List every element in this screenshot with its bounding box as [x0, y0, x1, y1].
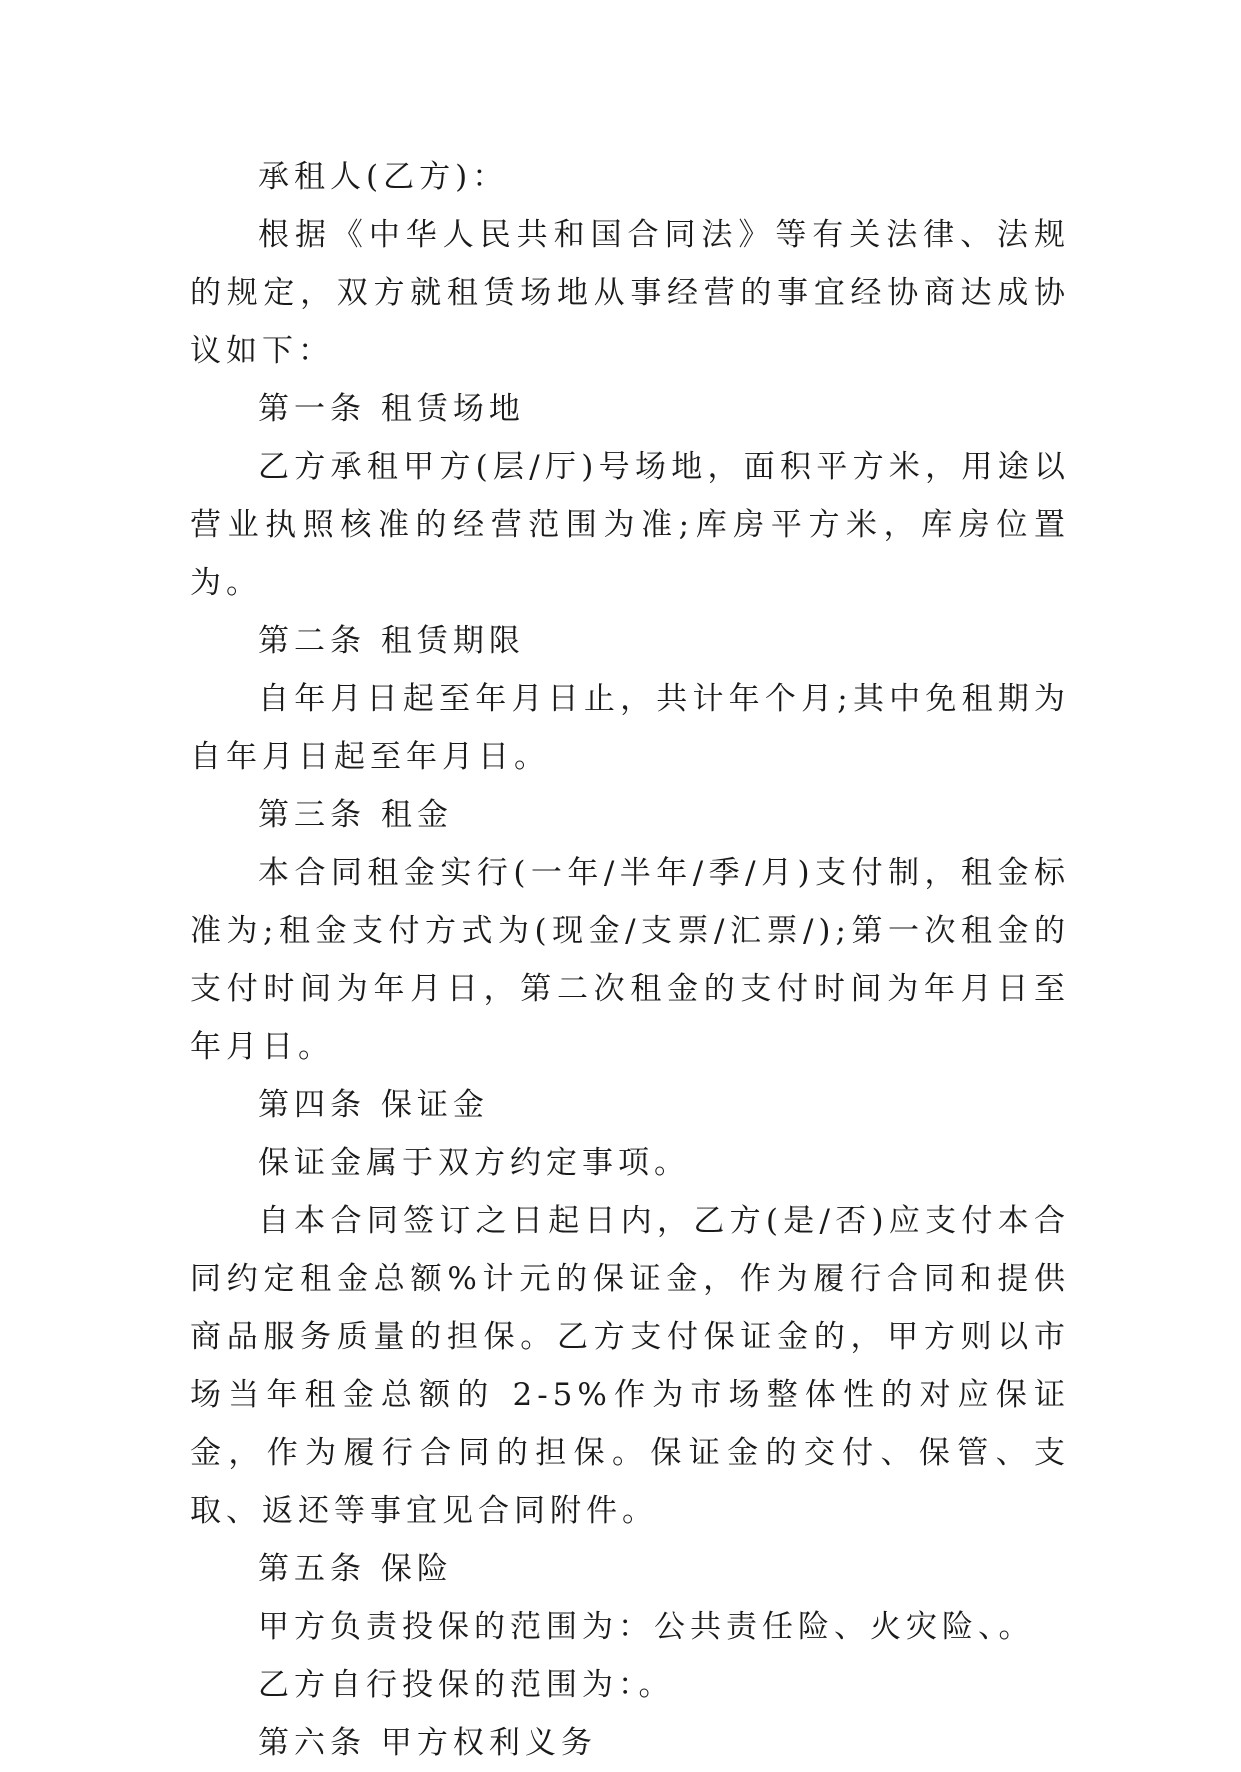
article-5-body-1: 甲方负责投保的范围为：公共责任险、火灾险、。: [258, 1609, 1035, 1645]
article-5-body-2: 乙方自行投保的范围为：。: [258, 1667, 675, 1703]
article-5-title: 第五条 保险: [258, 1551, 453, 1587]
document-body: [190, 148, 1070, 1772]
article-3-title: 第三条 租金: [258, 797, 453, 833]
article-6-title: 第六条 甲方权利义务: [258, 1725, 597, 1761]
article-1-body: 乙方承租甲方(层/厅)号场地，面积平方米，用途以营业执照核准的经营范围为准;库房平方米，库房位置为。: [190, 449, 1070, 601]
article-4-body-1: 保证金属于双方约定事项。: [258, 1145, 690, 1181]
article-3-body: 本合同租金实行(一年/半年/季/月)支付制，租金标准为;租金支付方式为(现金/支票/汇票/);第一次租金的支付时间为年月日，第二次租金的支付时间为年月日至年月日。: [190, 855, 1070, 1065]
article-2-body: 自年月日起至年月日止，共计年个月;其中免租期为自年月日起至年月日。: [190, 681, 1070, 775]
article-4-title: 第四条 保证金: [258, 1087, 489, 1123]
intro-paragraph: 根据《中华人民共和国合同法》等有关法律、法规的规定，双方就租赁场地从事经营的事宜经协商达成协议如下：: [190, 217, 1070, 369]
lessee-label: 承租人(乙方)：: [258, 159, 509, 195]
article-2-title: 第二条 租赁期限: [258, 623, 525, 659]
article-1-title: 第一条 租赁场地: [258, 391, 525, 427]
article-4-body-2: 自本合同签订之日起日内，乙方(是/否)应支付本合同约定租金总额%计元的保证金，作为履行合同和提供商品服务质量的担保。乙方支付保证金的，甲方则以市场当年租金总额的 2-5%作为市场整体性的对应保证金，作为履行合同的担保。保证金的交付、保管、支取、返还等事宜见合同附件。: [190, 1203, 1070, 1529]
